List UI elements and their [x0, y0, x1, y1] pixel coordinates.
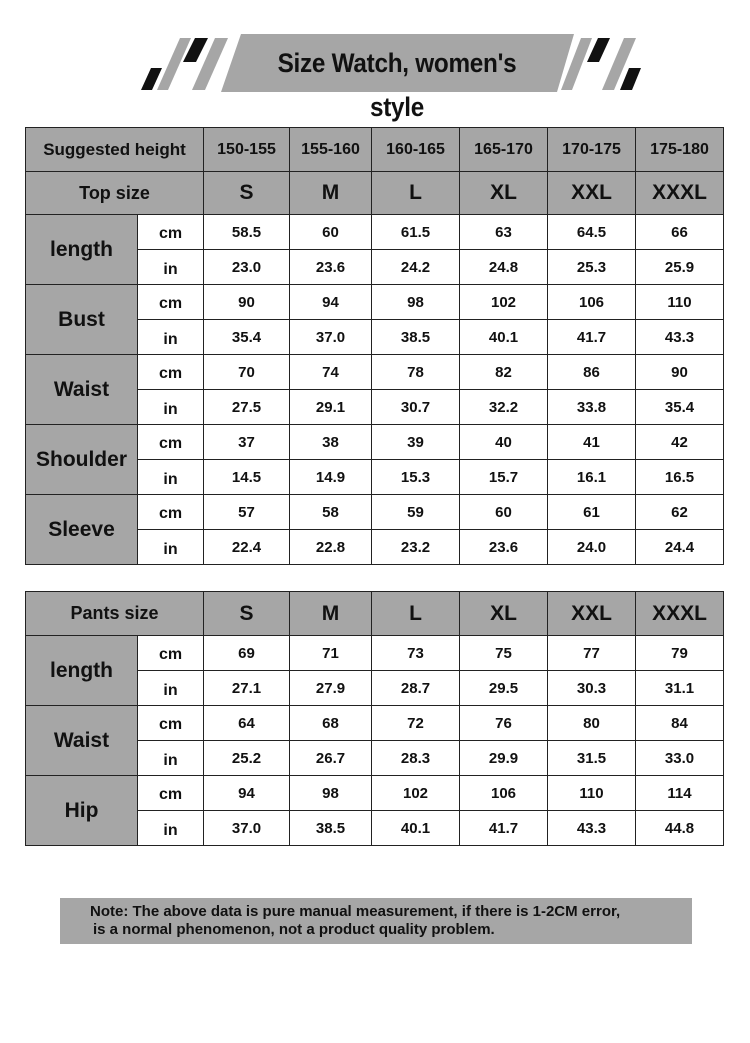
table-cell: 24.2 [372, 250, 460, 285]
table-cell: 38.5 [372, 320, 460, 355]
table-cell: 43.3 [548, 811, 636, 846]
table-cell: 61 [548, 495, 636, 530]
measure-label-bust: Bust [26, 285, 138, 355]
table-cell: 84 [636, 706, 724, 741]
top-size-label: Top size [26, 172, 204, 215]
unit-cm: cm [138, 215, 204, 250]
table-cell: 31.5 [548, 741, 636, 776]
measure-label-waist: Waist [26, 355, 138, 425]
table-cell: 24.4 [636, 530, 724, 565]
height-value: 155-160 [290, 128, 372, 172]
table-cell: 94 [204, 776, 290, 811]
table-cell: 22.8 [290, 530, 372, 565]
measure-label-sleeve: Sleeve [26, 495, 138, 565]
table-cell: 94 [290, 285, 372, 320]
table-cell: 57 [204, 495, 290, 530]
unit-cm: cm [138, 495, 204, 530]
unit-cm: cm [138, 706, 204, 741]
measure-label-length: length [26, 215, 138, 285]
table-cell: 60 [290, 215, 372, 250]
table-cell: 29.5 [460, 671, 548, 706]
table-cell: 29.9 [460, 741, 548, 776]
table-row [26, 355, 724, 390]
unit-cm: cm [138, 636, 204, 671]
table-cell: 14.9 [290, 460, 372, 495]
measure-label-shoulder: Shoulder [26, 425, 138, 495]
table-cell: 23.6 [460, 530, 548, 565]
table-cell: 102 [372, 776, 460, 811]
table-row [26, 706, 724, 741]
table-cell: 69 [204, 636, 290, 671]
size-value: XXL [548, 592, 636, 636]
size-value: S [204, 592, 290, 636]
table-cell: 16.5 [636, 460, 724, 495]
table-row [26, 425, 724, 460]
size-value: XXL [548, 172, 636, 215]
table-cell: 28.7 [372, 671, 460, 706]
table-cell: 80 [548, 706, 636, 741]
table-cell: 43.3 [636, 320, 724, 355]
suggested-height-label: Suggested height [26, 128, 204, 172]
table-cell: 62 [636, 495, 724, 530]
size-value: XL [460, 592, 548, 636]
table-cell: 64.5 [548, 215, 636, 250]
table-cell: 44.8 [636, 811, 724, 846]
table-cell: 71 [290, 636, 372, 671]
table-cell: 23.6 [290, 250, 372, 285]
table-cell: 70 [204, 355, 290, 390]
unit-in: in [138, 811, 204, 846]
measure-label-hip: Hip [26, 776, 138, 846]
table-cell: 33.8 [548, 390, 636, 425]
table-cell: 58.5 [204, 215, 290, 250]
table-cell: 27.9 [290, 671, 372, 706]
table-row [26, 776, 724, 811]
table-cell: 25.2 [204, 741, 290, 776]
table-cell: 66 [636, 215, 724, 250]
height-value: 150-155 [204, 128, 290, 172]
height-value: 175-180 [636, 128, 724, 172]
note-line-1: Note: The above data is pure manual measurement, if there is 1-2CM error, [90, 903, 621, 920]
table-cell: 37.0 [290, 320, 372, 355]
table-cell: 110 [548, 776, 636, 811]
table-cell: 73 [372, 636, 460, 671]
unit-cm: cm [138, 776, 204, 811]
table-cell: 32.2 [460, 390, 548, 425]
height-value: 165-170 [460, 128, 548, 172]
table-cell: 76 [460, 706, 548, 741]
table-cell: 79 [636, 636, 724, 671]
table-cell: 37 [204, 425, 290, 460]
table-cell: 90 [204, 285, 290, 320]
table-row [26, 285, 724, 320]
unit-in: in [138, 530, 204, 565]
table-cell: 63 [460, 215, 548, 250]
table-cell: 78 [372, 355, 460, 390]
table-cell: 14.5 [204, 460, 290, 495]
table-cell: 38 [290, 425, 372, 460]
table-cell: 29.1 [290, 390, 372, 425]
table-cell: 24.8 [460, 250, 548, 285]
table-cell: 82 [460, 355, 548, 390]
table-cell: 40.1 [460, 320, 548, 355]
height-row [26, 128, 724, 172]
table-cell: 23.0 [204, 250, 290, 285]
table-cell: 26.7 [290, 741, 372, 776]
table-cell: 90 [636, 355, 724, 390]
table-cell: 39 [372, 425, 460, 460]
table-cell: 15.3 [372, 460, 460, 495]
table-cell: 72 [372, 706, 460, 741]
table-cell: 40.1 [372, 811, 460, 846]
unit-in: in [138, 250, 204, 285]
height-value: 160-165 [372, 128, 460, 172]
size-value: S [204, 172, 290, 215]
table-cell: 41.7 [460, 811, 548, 846]
table-cell: 23.2 [372, 530, 460, 565]
size-value: XL [460, 172, 548, 215]
table-cell: 30.7 [372, 390, 460, 425]
pants-size-label: Pants size [26, 592, 204, 636]
table-cell: 86 [548, 355, 636, 390]
title-banner [0, 0, 750, 122]
unit-in: in [138, 671, 204, 706]
table-cell: 106 [460, 776, 548, 811]
table-row [26, 636, 724, 671]
size-value: XXXL [636, 592, 724, 636]
table-cell: 35.4 [636, 390, 724, 425]
table-cell: 22.4 [204, 530, 290, 565]
height-value: 170-175 [548, 128, 636, 172]
page-title: Size Watch, women's style [277, 48, 517, 122]
table-cell: 98 [290, 776, 372, 811]
table-cell: 38.5 [290, 811, 372, 846]
table-cell: 30.3 [548, 671, 636, 706]
table-cell: 41.7 [548, 320, 636, 355]
table-cell: 25.3 [548, 250, 636, 285]
table-cell: 98 [372, 285, 460, 320]
note-line-2: is a normal phenomenon, not a product quality problem. [93, 921, 495, 938]
size-value: XXXL [636, 172, 724, 215]
table-cell: 102 [460, 285, 548, 320]
table-cell: 64 [204, 706, 290, 741]
unit-in: in [138, 320, 204, 355]
table-row [26, 495, 724, 530]
table-cell: 28.3 [372, 741, 460, 776]
top-size-table [25, 127, 724, 565]
measure-label-waist: Waist [26, 706, 138, 776]
table-cell: 75 [460, 636, 548, 671]
table-cell: 31.1 [636, 671, 724, 706]
table-cell: 16.1 [548, 460, 636, 495]
table-cell: 42 [636, 425, 724, 460]
table-cell: 33.0 [636, 741, 724, 776]
unit-in: in [138, 741, 204, 776]
size-row [26, 172, 724, 215]
unit-cm: cm [138, 285, 204, 320]
table-cell: 74 [290, 355, 372, 390]
table-cell: 68 [290, 706, 372, 741]
table-cell: 106 [548, 285, 636, 320]
table-cell: 35.4 [204, 320, 290, 355]
table-cell: 27.5 [204, 390, 290, 425]
table-cell: 25.9 [636, 250, 724, 285]
size-row [26, 592, 724, 636]
pants-size-table [25, 591, 724, 846]
table-cell: 37.0 [204, 811, 290, 846]
table-cell: 77 [548, 636, 636, 671]
table-cell: 27.1 [204, 671, 290, 706]
table-cell: 24.0 [548, 530, 636, 565]
size-value: M [290, 592, 372, 636]
table-cell: 40 [460, 425, 548, 460]
unit-cm: cm [138, 425, 204, 460]
table-cell: 15.7 [460, 460, 548, 495]
unit-cm: cm [138, 355, 204, 390]
table-cell: 61.5 [372, 215, 460, 250]
table-cell: 41 [548, 425, 636, 460]
size-value: L [372, 172, 460, 215]
measure-label-length: length [26, 636, 138, 706]
table-row [26, 215, 724, 250]
measurement-note [60, 898, 692, 944]
unit-in: in [138, 460, 204, 495]
table-cell: 60 [460, 495, 548, 530]
size-value: L [372, 592, 460, 636]
table-cell: 59 [372, 495, 460, 530]
table-cell: 58 [290, 495, 372, 530]
table-cell: 114 [636, 776, 724, 811]
table-cell: 110 [636, 285, 724, 320]
size-value: M [290, 172, 372, 215]
unit-in: in [138, 390, 204, 425]
